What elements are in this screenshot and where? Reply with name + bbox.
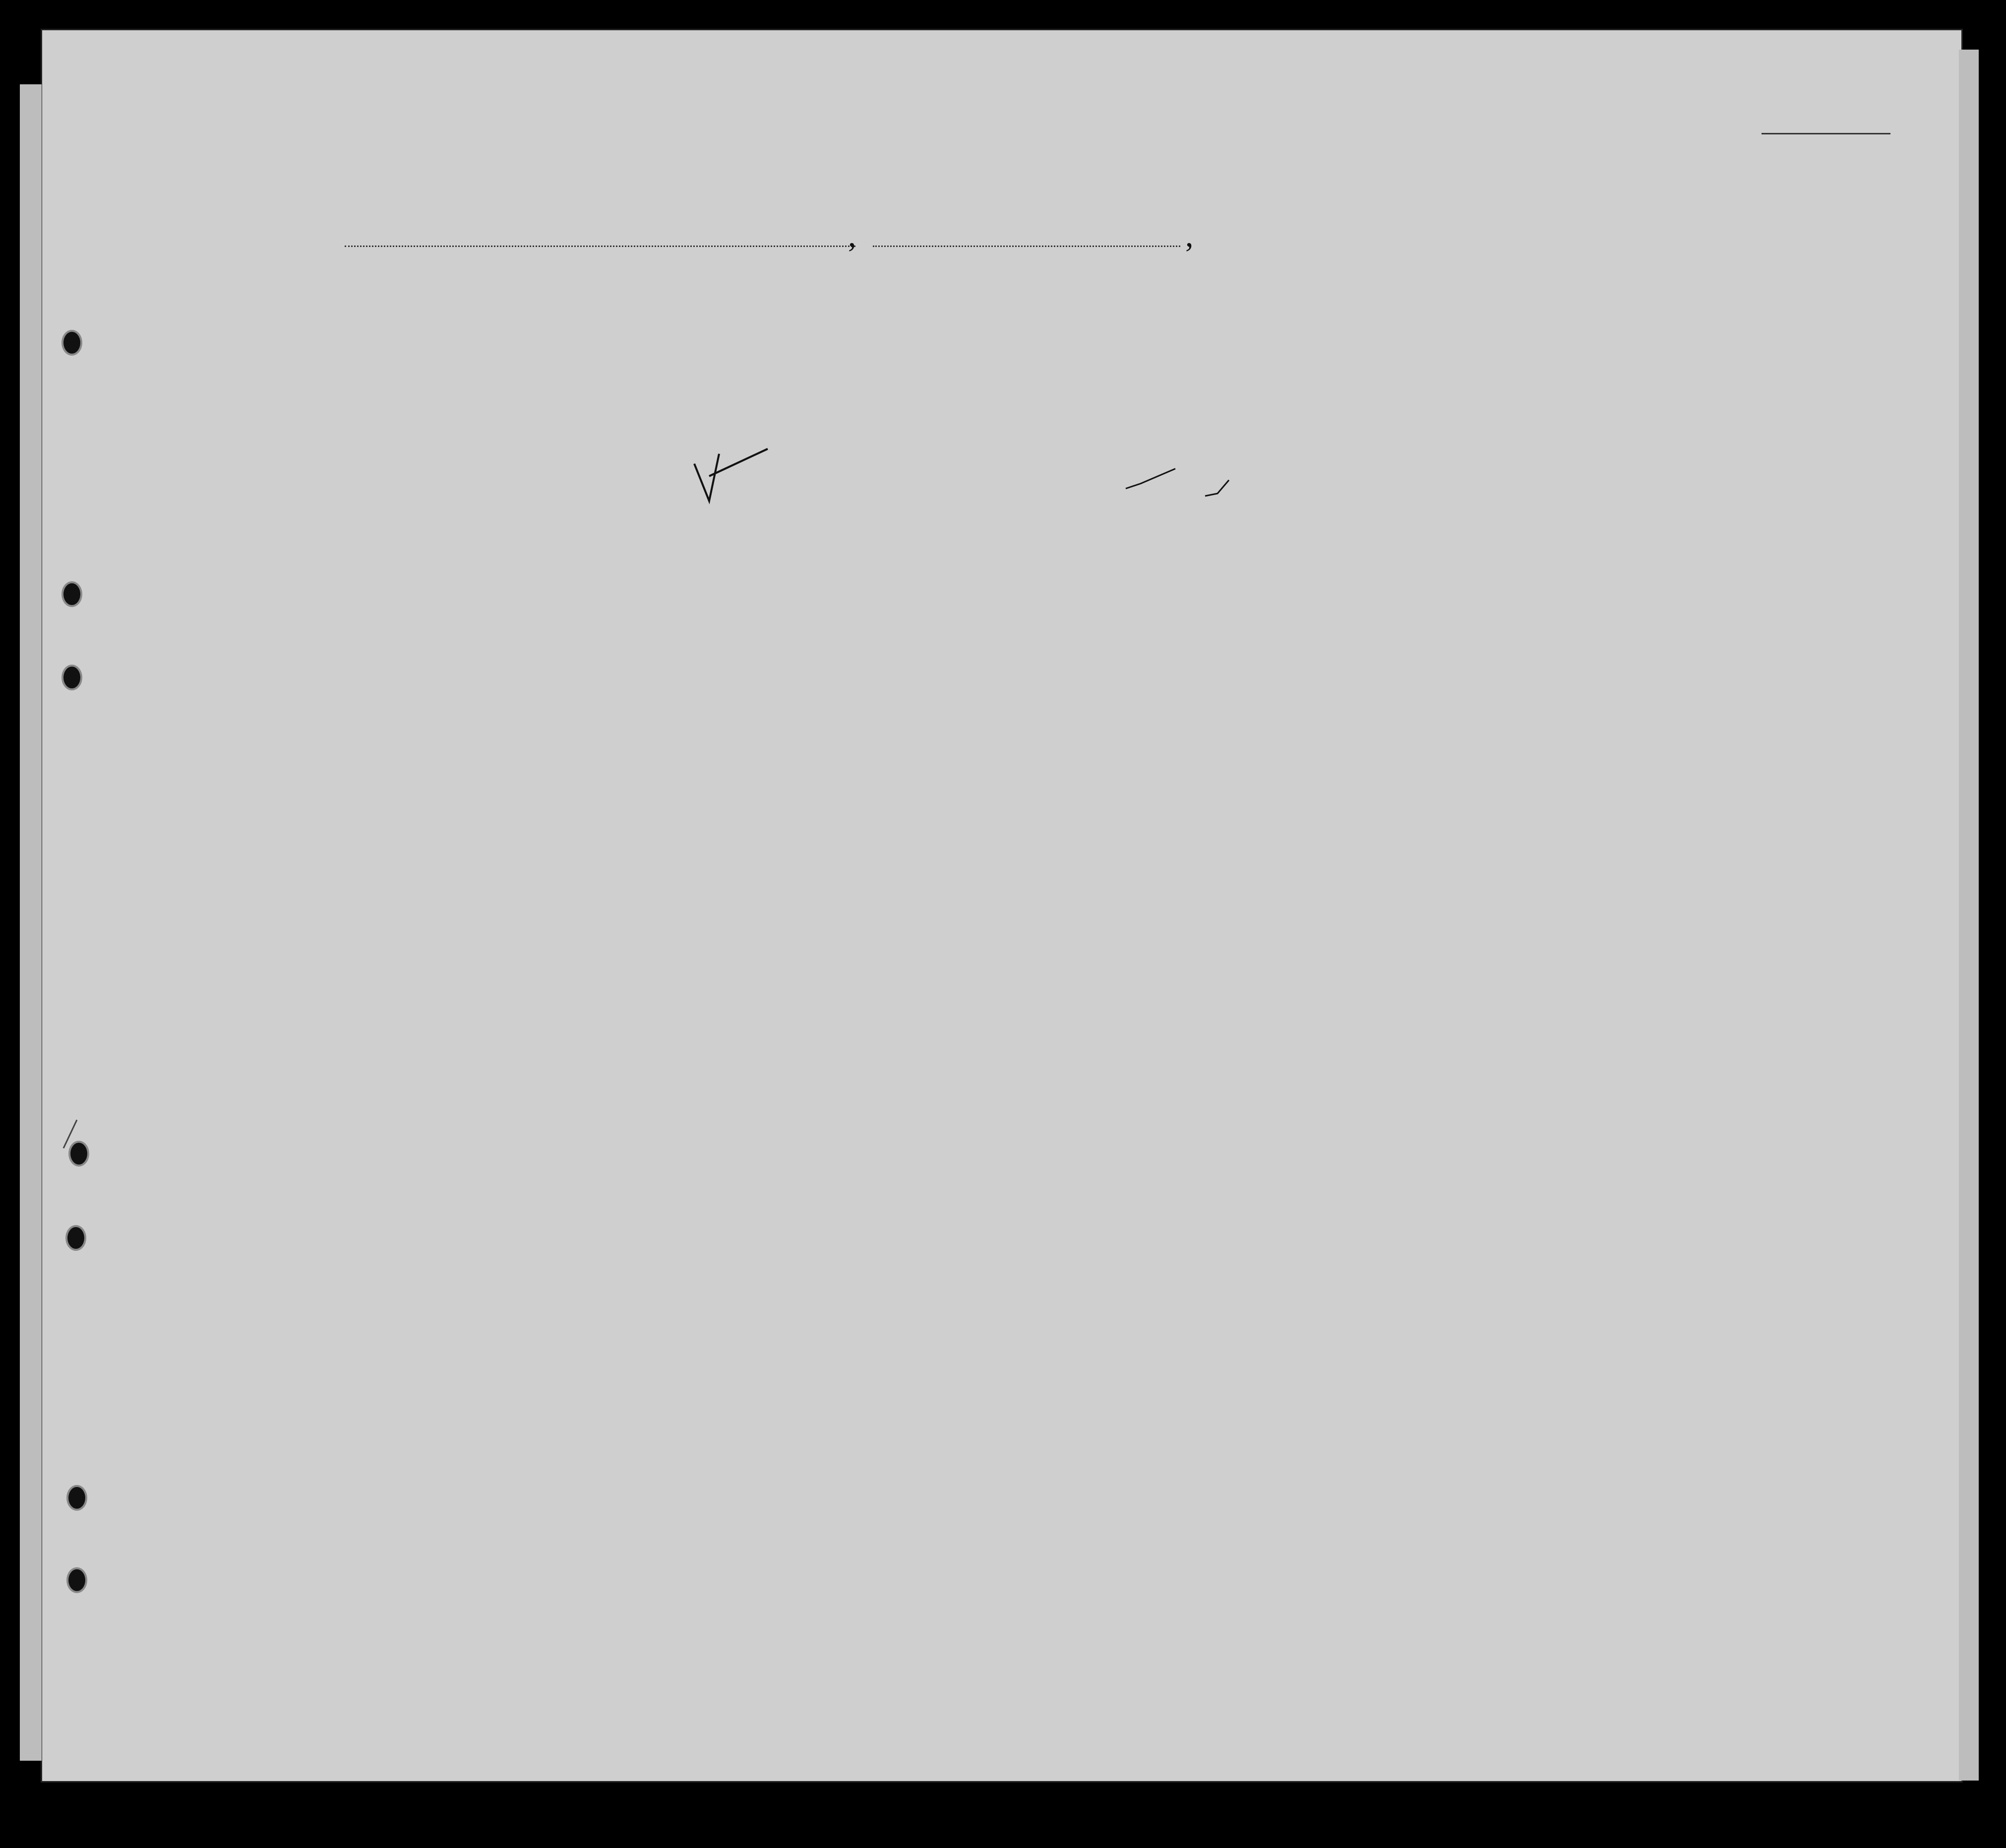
comma-separator: , — [1185, 218, 1194, 254]
comma-separator: , — [848, 218, 856, 254]
